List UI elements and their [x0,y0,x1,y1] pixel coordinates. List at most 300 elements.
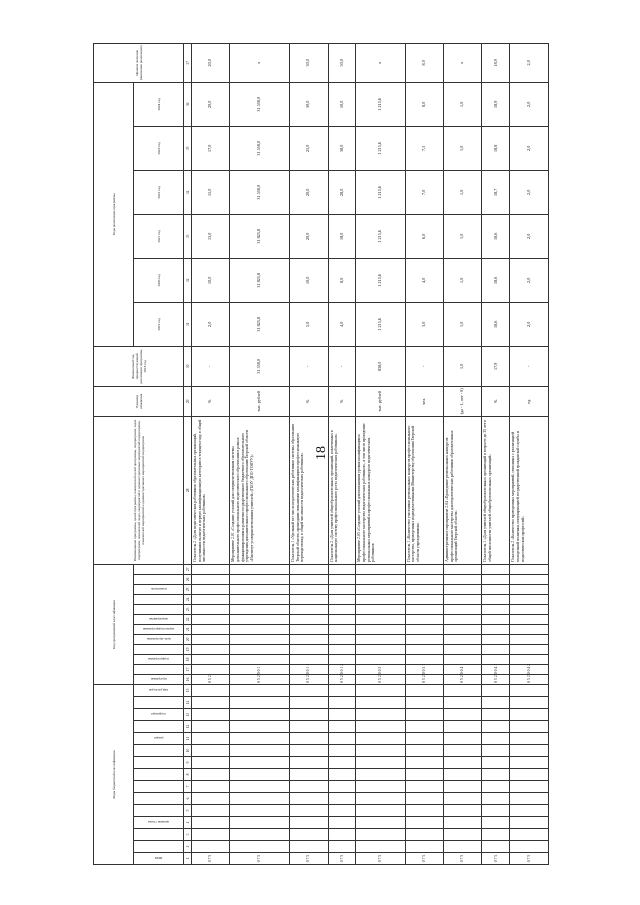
code-cell [356,697,405,709]
code-cell [482,574,510,584]
code-cell [328,684,356,696]
row-name-cell: Административное мероприятие 2.04 «Проведение региональных конкурсов профессионального мастерства для педагогических работников образовательных организаций Тверской области» [444,416,482,564]
column-number: 15 [184,684,192,696]
code-cell [290,781,328,793]
code-cell [405,781,443,793]
code-cell [405,721,443,733]
subheader-code-label: программа [150,677,167,682]
code-cell [405,829,443,841]
code-cell [510,781,549,793]
code-cell [356,805,405,817]
unit-cell: % [290,386,328,416]
year-value-cell: 18,0 [328,214,356,258]
code-cell [290,793,328,805]
code-cell [230,793,290,805]
column-number: 7 [184,781,192,793]
code-cell [230,624,290,634]
code-cell [510,684,549,696]
code-cell [405,634,443,644]
code-cell [444,584,482,594]
code-cell [192,634,230,644]
code-cell [290,829,328,841]
code-cell [328,574,356,584]
code-cell [230,721,290,733]
year-value-cell: 8,0 [328,258,356,302]
column-number: 19 [184,644,192,654]
code-cell [356,769,405,781]
code-cell [444,604,482,614]
table-row [290,43,328,864]
subheader-code-label: мероприятие [149,617,168,622]
header-classification: Коды бюджетной классификации [94,684,134,864]
code-cell [510,841,549,853]
target-value-cell: 8,0 [405,43,443,82]
program-indicators-table [93,43,549,865]
program-code-cell: 0 5 2 0 0 3 [356,674,405,684]
code-cell [405,684,443,696]
year-value-cell: 1,0 [444,126,482,170]
code-cell [405,805,443,817]
table-row [510,43,549,864]
code-cell [356,829,405,841]
code-cell [444,574,482,584]
subheader-code-col [134,721,184,733]
year-value-cell: 2,0 [510,258,549,302]
column-number: 24 [184,594,192,604]
prev-year-cell: - [328,346,356,386]
code-cell [230,829,290,841]
code-cell [356,604,405,614]
code-cell [510,584,549,594]
code-cell [356,584,405,594]
year-value-cell: 1 215,6 [356,82,405,126]
year-value-cell: 2,0 [510,170,549,214]
code-cell [230,684,290,696]
code-cell [444,757,482,769]
year-value-cell: 50,0 [328,82,356,126]
code-cell [230,817,290,829]
year-value-cell: 18,8 [482,126,510,170]
code-cell [328,805,356,817]
prev-year-cell: 1,0 [444,346,482,386]
target-value-cell: 18,9 [482,43,510,82]
code-cell [356,594,405,604]
subheader-code-col [134,624,184,634]
code-cell [444,745,482,757]
code-cell [510,745,549,757]
code-cell [482,829,510,841]
subheader-code-col [134,733,184,745]
code-cell [444,781,482,793]
code-cell [510,709,549,721]
header-program-code: Код программной классификации [94,564,134,684]
code-cell [328,564,356,574]
column-number: 20 [184,634,192,644]
column-number: 32 [184,258,192,302]
code-cell [510,564,549,574]
code-cell [230,745,290,757]
code-cell [192,829,230,841]
unit-cell: ед. [510,386,549,416]
target-value-cell: х [356,43,405,82]
column-number: 18 [184,654,192,664]
year-value-cell: 13,0 [192,214,230,258]
code-cell [192,769,230,781]
code-cell [230,584,290,594]
code-cell [230,781,290,793]
subheader-code-label: показатель [150,587,167,592]
code-cell [405,817,443,829]
code-cell [482,624,510,634]
year-value-cell: 1,0 [444,258,482,302]
column-number: 28 [184,416,192,564]
code-cell [290,614,328,624]
code-cell [290,745,328,757]
target-value-cell: х [444,43,482,82]
year-value-cell: 7,5 [405,126,443,170]
code-cell [290,733,328,745]
budget-code-cell: 0 7 5 [230,853,290,865]
code-cell [192,574,230,584]
code-cell [192,644,230,654]
code-cell [230,654,290,664]
code-cell [510,829,549,841]
page-number: 18 [314,446,329,460]
code-cell [328,654,356,664]
year-value-cell: 18,9 [482,82,510,126]
prev-year-cell: 17,9 [482,346,510,386]
code-cell [444,829,482,841]
table-row [444,43,482,864]
subheader-code-col [134,829,184,841]
code-cell [444,614,482,624]
code-cell [510,805,549,817]
year-value-cell: 18,6 [482,302,510,346]
code-cell [192,584,230,594]
subheader-code-col [134,793,184,805]
code-cell [290,841,328,853]
code-cell [482,614,510,624]
code-cell [328,604,356,614]
subheader-code-col [134,604,184,614]
code-cell [192,604,230,614]
code-cell [482,709,510,721]
program-code-cell: 0 5 2 0 0 1 [230,674,290,684]
code-cell [510,757,549,769]
column-number: 29 [184,386,192,416]
code-cell [356,624,405,634]
subheader-code-col [134,654,184,664]
prev-year-cell: - [192,346,230,386]
subheader-code-label: подпрограмма [148,657,169,662]
budget-code-cell: 0 7 5 [444,853,482,865]
prev-year-cell: 31 558,0 [230,346,290,386]
year-value-cell: 2,0 [510,126,549,170]
row-name-cell: Показатель 1 «Доля учителей общеобразовательных организаций в возрасте до 35 лет в общей численности учителей общеобразовательных организаций» [482,416,510,564]
code-cell [444,817,482,829]
year-value-cell: 30,0 [290,82,328,126]
code-cell [510,614,549,624]
code-cell [356,817,405,829]
code-cell [356,745,405,757]
subheader-code-label: целевая статья [147,820,170,825]
subheader-code-col [134,684,184,696]
year-value-cell: 1 215,6 [356,170,405,214]
subheader-code-label: цель программы [146,637,171,642]
code-cell [230,634,290,644]
budget-code-cell: 0 7 5 [192,853,230,865]
code-cell [444,697,482,709]
subheader-year: 2021 год [134,214,184,258]
rotated-table-sheet [93,45,549,865]
code-cell [230,644,290,654]
program-code-cell: 0 5 2 0 0 4 2 [510,674,549,684]
target-value-cell: 30,0 [290,43,328,82]
column-number: 3 [184,829,192,841]
code-cell [328,624,356,634]
code-cell [482,757,510,769]
year-value-cell: 2,0 [510,302,549,346]
header-years-group: Годы реализации программы [94,82,134,346]
column-number: 22 [184,614,192,624]
subheader-code-col [134,644,184,654]
column-number: 8 [184,769,192,781]
code-cell [290,594,328,604]
code-cell [290,654,328,664]
year-value-cell: 1,0 [444,302,482,346]
code-cell [405,757,443,769]
code-cell [290,805,328,817]
code-cell [482,793,510,805]
table-row [192,43,230,864]
row-name-cell: Мероприятие 2.03 «Создание условий для повышения уровня квалификации и профессионального мастерства педагогических работников», в том числе проведение региональных мероприятий и профессиональных конкурсов педагогических работников [356,416,405,564]
year-value-cell: 31 558,0 [230,82,290,126]
code-cell [328,709,356,721]
year-value-cell: 31 825,8 [230,214,290,258]
code-cell [444,733,482,745]
code-cell [230,614,290,624]
code-cell [510,733,549,745]
code-cell [510,697,549,709]
year-value-cell: 4,0 [328,302,356,346]
code-cell [405,584,443,594]
code-cell [510,604,549,614]
code-cell [192,817,230,829]
code-cell [482,697,510,709]
code-cell [290,634,328,644]
row-name-cell: Показатель 2 «Доля педагогических работников образовательных организаций, получивших высшую и первую квалификационную категорию в текущем году, в общей численности педагогических работников» [192,416,230,564]
year-value-cell: 6,0 [405,214,443,258]
header-name: Наименование программы, целей программы, показателей целей программы, подпрограмм, задач подпрограмм, показателей задач, мероприятий и административных мероприятий подпрограмм, показателей мероприятий и административных мероприятий подпрограмм [94,416,184,564]
code-cell [192,733,230,745]
unit-cell: чел. [405,386,443,416]
code-cell [328,721,356,733]
code-cell [510,817,549,829]
code-cell [328,769,356,781]
year-value-cell: 1 215,6 [356,126,405,170]
subheader-code-col [134,841,184,853]
code-cell [444,709,482,721]
code-cell [192,757,230,769]
subheader-code-label: задача подпрограммы [142,627,175,632]
unit-cell: % [482,386,510,416]
year-value-cell: 10,0 [290,258,328,302]
code-cell [192,624,230,634]
code-cell [482,584,510,594]
code-cell [405,594,443,604]
row-name-cell: Показатель 2 «Доля учителей общеобразовательных организаций, вовлеченных в национальную систему профессионального роста педагогических работников» [328,416,356,564]
subheader-code-label: вид расходов [149,688,168,693]
column-number: 11 [184,733,192,745]
column-number: 30 [184,346,192,386]
code-cell [356,841,405,853]
subheader-code-col [134,594,184,604]
column-number: 35 [184,126,192,170]
table-body [192,43,549,864]
code-cell [356,684,405,696]
code-cell [405,745,443,757]
rotated-table-wrapper [93,45,549,865]
code-cell [356,654,405,664]
subheader-code-col [134,805,184,817]
code-cell [192,781,230,793]
code-cell [482,644,510,654]
column-number: 4 [184,817,192,829]
table-row [482,43,510,864]
unit-cell: % [192,386,230,416]
year-value-cell: 31 825,8 [230,258,290,302]
subheader-code-col [134,634,184,644]
target-value-cell: 50,0 [328,43,356,82]
year-value-cell: 1 215,6 [356,258,405,302]
year-value-cell: 31 558,0 [230,170,290,214]
year-value-cell: 2,0 [510,214,549,258]
program-code-cell: 0 5 2 0 0 3 1 [405,674,443,684]
column-number: 26 [184,574,192,584]
code-cell [405,614,443,624]
code-cell [510,721,549,733]
code-cell [482,654,510,664]
code-cell [192,697,230,709]
year-value-cell: 3,0 [405,302,443,346]
code-cell [405,733,443,745]
subheader-code-col [134,574,184,584]
code-cell [444,564,482,574]
subheader-year: 2022 год [134,170,184,214]
code-cell [192,709,230,721]
unit-cell: тыс. рублей [356,386,405,416]
year-value-cell: 1,0 [444,82,482,126]
code-cell [230,594,290,604]
code-cell [356,574,405,584]
subheader-code-col [134,781,184,793]
year-value-cell: 38,0 [328,126,356,170]
subheader-code-col [134,674,184,684]
year-value-cell: 1,0 [444,214,482,258]
year-value-cell: 28,0 [328,170,356,214]
table-row [328,43,356,864]
code-cell [230,769,290,781]
code-cell [510,654,549,664]
row-name-cell: Мероприятие 2.01 «Создание условий для совершенствования системы дополнительного профессионального педагогического образования в рамках функционирования и развития государственного бюджетного образовательного учреждения дополнительного профессионального образования Тверской области «Институт усовершенствования учителей» (ГБОУ ДПО ТОИУУ)» [230,416,290,564]
code-cell [444,654,482,664]
row-name-cell: Показатель 1 «Количество участников региональных конкурсов профессионального мастерства, проведенных подведомственными Министерству образования Тверской области учреждениями» [405,416,443,564]
code-cell [482,817,510,829]
code-cell [510,624,549,634]
budget-code-cell: 0 7 5 [290,853,328,865]
column-number: 34 [184,170,192,214]
code-cell [230,757,290,769]
year-value-cell: 10,0 [192,258,230,302]
code-cell [444,721,482,733]
code-cell [290,721,328,733]
code-cell [328,757,356,769]
year-value-cell: 18,6 [482,214,510,258]
column-number: 27 [184,564,192,574]
code-cell [290,574,328,584]
code-cell [230,841,290,853]
code-cell [510,769,549,781]
code-cell [328,584,356,594]
code-cell [356,644,405,654]
code-cell [405,564,443,574]
column-number-row [184,43,192,864]
year-value-cell: 7,0 [405,170,443,214]
code-cell [444,841,482,853]
column-number: 12 [184,721,192,733]
code-cell [482,721,510,733]
header-unit: Единица измерения [94,386,184,416]
code-cell [230,697,290,709]
year-value-cell: 1 215,6 [356,302,405,346]
code-cell [444,769,482,781]
year-value-cell: 18,6 [482,258,510,302]
code-cell [356,634,405,644]
code-cell [192,745,230,757]
code-cell [192,721,230,733]
column-number: 31 [184,302,192,346]
code-cell [405,644,443,654]
year-value-cell: 20,0 [290,170,328,214]
subheader-code-col [134,664,184,674]
code-cell [230,805,290,817]
subheader-code-label: подраздел [151,712,166,717]
code-cell [444,793,482,805]
year-value-cell: 31 558,0 [230,126,290,170]
subheader-code-label: ППП [154,856,163,861]
code-cell [510,574,549,584]
code-cell [290,604,328,614]
code-cell [356,757,405,769]
code-cell [328,634,356,644]
unit-cell: % [328,386,356,416]
table-row [356,43,405,864]
header-prev-year: Финансовый год, предшествующий реализации программы, 2018 год [94,346,184,386]
subheader-code-col [134,697,184,709]
code-cell [328,733,356,745]
code-cell [230,604,290,614]
year-value-cell: 1 215,6 [356,214,405,258]
code-cell [444,634,482,644]
code-cell [290,584,328,594]
code-cell [192,564,230,574]
code-cell [356,709,405,721]
program-code-cell: 0 5 2 0 0 4 1 [482,674,510,684]
column-number: 10 [184,745,192,757]
code-cell [192,793,230,805]
code-cell [482,634,510,644]
code-cell [328,697,356,709]
